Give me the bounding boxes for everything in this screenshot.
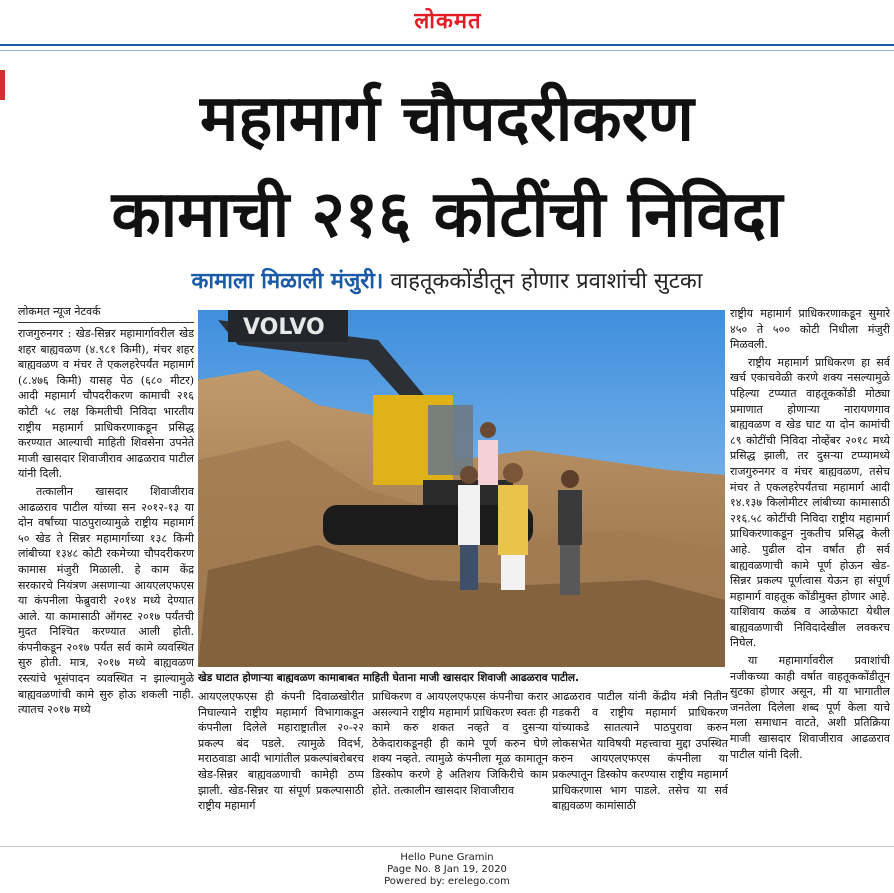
article-column-4	[552, 689, 728, 840]
footer-divider	[0, 846, 894, 847]
byline: लोकमत न्यूज नेटवर्क	[18, 304, 194, 323]
article-column-1	[18, 326, 194, 840]
news-photo	[198, 310, 725, 667]
article-paragraph: राष्ट्रीय महामार्ग प्राधिकरण हा सर्व खर्च एकाचवेळी करणे शक्य नसल्यामुळे पहिल्या टप्प्यात वाहतूककोंडी मोठ्या प्रमाणात होणाऱ्या नारायणगाव बाह्यवळण व खेड घाट या दोन कामांची ८९ कोटींची निविदा नोव्हेंबर २०१८ मध्ये प्रसिद्ध झाली, तर दुसऱ्या टप्प्यामध्ये राजगुरुनगर व मंचर बाह्यवळण, तसेच मंचर ते एकलहरेपर्यंतचा महामार्ग आदी १४.१३७ किलोमीटर लांबीच्या कामासाठी २१६.५८ कोटींची निविदा राष्ट्रीय महामार्ग प्राधिकरणाकडून नुकतीच प्रसिद्ध केली आहे. पुढील दोन वर्षांत ही सर्व बाह्यवळणाची कामे पूर्ण होऊन खेड-सिन्नर प्रकल्प पूर्णत्वास येऊन हा संपूर्ण महामार्ग वाहतूक कोंडीमुक्त होणार आहे. याशिवाय कळंब व आळेफाटा येथील बाह्यवळणाची निविदादेखील लवकरच निघेल.	[730, 355, 890, 650]
article-paragraph: आयएलएफएस ही कंपनी दिवाळखोरीत निघाल्याने राष्ट्रीय महामार्ग विभागाकडून कंपनीला दिलेले महाराष्ट्रातील २०-२२ प्रकल्प बंद पडले. त्यामुळे विदर्भ, मराठवाडा आदी भागांतील प्रकल्पांबरोबरच खेड-सिन्नर बाह्यवळणाची कामेही ठप्प झाली. खेड-सिन्नर या संपूर्ण प्रकल्पासाठी राष्ट्रीय महामार्ग	[198, 690, 364, 813]
person	[558, 490, 582, 545]
footer-powered-by: Powered by: erelego.com	[384, 876, 510, 887]
footer	[0, 852, 894, 888]
subheadline	[0, 264, 894, 300]
article-paragraph: प्राधिकरण व आयएलएफएस कंपनीचा करार असल्याने राष्ट्रीय महामार्ग प्राधिकरण स्वतः ही कामे करु शकत नव्हते व दुसऱ्या ठेकेदाराकडूनही ही कामे पूर्ण करुन घेणे शक्य नव्हते. त्यामुळे कंपनीला मूळ कामातून डिस्कोप करणे हे अतिशय जिकिरीचे काम होते. तत्कालीन खासदार शिवाजीराव	[372, 690, 548, 797]
article-column-3	[372, 689, 548, 840]
cab-window	[428, 405, 473, 475]
photo-caption: खेड घाटात होणाऱ्या बाह्यवळण कामाबाबत माहिती घेताना माजी खासदार शिवाजी आढळराव पाटील.	[198, 672, 580, 684]
person	[498, 485, 528, 555]
headline-line-2: कामाची २१६ कोटींची निविदा	[111, 178, 783, 252]
headline-line-1: महामार्ग चौपदरीकरण	[200, 82, 694, 156]
article-column-5	[730, 306, 890, 840]
person	[478, 440, 498, 485]
article-paragraph: या महामार्गावरील प्रवाशांची नजीकच्या काही वर्षात वाहतूककोंडीतून सुटका होणार असून, मी या भागातील जनतेला दिलेला शब्द पूर्ण केला याचे मला समाधान वाटते, अशी प्रतिक्रिया माजी खासदार शिवाजीराव आढळराव पाटील यांनी दिली.	[730, 654, 890, 761]
footer-edition: Hello Pune Gramin	[400, 852, 494, 863]
lokmat-logo: लोकमत	[414, 9, 482, 34]
article-paragraph: तत्कालीन खासदार शिवाजीराव आढळराव पाटील यांच्या सन २०१२-१३ या दोन वर्षांच्या पाठपुराव्यामुळे राष्ट्रीय महामार्ग ५० खेड ते सिन्नर महामार्गाच्या १३८ किमी लांबीच्या १३४८ कोटी रकमेच्या चौपदरीकरण कामास मंजुरी मिळाली. हे काम केंद्र सरकारचे नियंत्रण असणाऱ्या आयएलएफएस या कंपनीला फेब्रुवारी २०१४ मध्ये देण्यात आले. या कामासाठी ऑगस्ट २०१७ पर्यंतची मुदत निश्चित करण्यात आली होती. कंपनीकडून २०१७ पर्यंत सर्व कामे व्यवस्थित सुरु होती. मात्र, २०१७ मध्ये बाह्यवळण रस्त्यांचे भूसंपादन व्यवस्थित न झाल्यामुळे बाह्यवळणांची कामे सुरु होऊ शकली नाही. त्यातच २०१७ मध्ये	[18, 484, 194, 717]
person	[458, 485, 480, 545]
article-paragraph: आढळराव पाटील यांनी केंद्रीय मंत्री नितीन गडकरी व राष्ट्रीय महामार्ग प्राधिकरण यांच्याकडे सातत्याने पाठपुरावा करुन लोकसभेत याविषयी महत्त्वाचा मुद्दा उपस्थित करुन आयएलएफएस कंपनीला या प्रकल्पातून डिस्कोप करण्यास राष्ट्रीय महामार्ग प्राधिकरणास भाग पाडले. तसेच या सर्व बाह्यवळण कामांसाठी	[552, 690, 728, 813]
article-column-2	[198, 689, 364, 840]
volvo-label: VOLVO	[243, 315, 325, 340]
masthead-divider-thin	[0, 50, 894, 51]
masthead	[0, 0, 894, 44]
article-paragraph: राजगुरुनगर : खेड-सिन्नर महामार्गावरील खेड शहर बाह्यवळण (४.९८१ किमी), मंचर शहर बाह्यवळण व मंचर ते एकलहरेपर्यंत महामार्ग (८.४७६ किमी) यासह पेठ (६८० मीटर) आदी महामार्ग चौपदरीकरण कामाची २१६ कोटी ५८ लक्ष किमतीची निविदा भारतीय राष्ट्रीय महामार्ग प्राधिकरणाकडून प्रसिद्ध करण्यात आल्याची माहिती शिवसेना उपनेते माजी खासदार शिवाजीराव आढळराव पाटील यांनी दिली.	[18, 327, 194, 481]
subheadline-part-2: वाहतूककोंडीतून होणार प्रवाशांची सुटका	[390, 269, 703, 294]
excavator-site-image	[198, 310, 725, 667]
masthead-divider	[0, 44, 894, 46]
footer-page-date: Page No. 8 Jan 19, 2020	[387, 864, 507, 875]
subheadline-part-1: कामाला मिळाली मंजुरी।	[191, 269, 384, 294]
article-paragraph: राष्ट्रीय महामार्ग प्राधिकरणाकडून सुमारे ४५० ते ५०० कोटी निधीला मंजुरी मिळवली.	[730, 307, 890, 352]
